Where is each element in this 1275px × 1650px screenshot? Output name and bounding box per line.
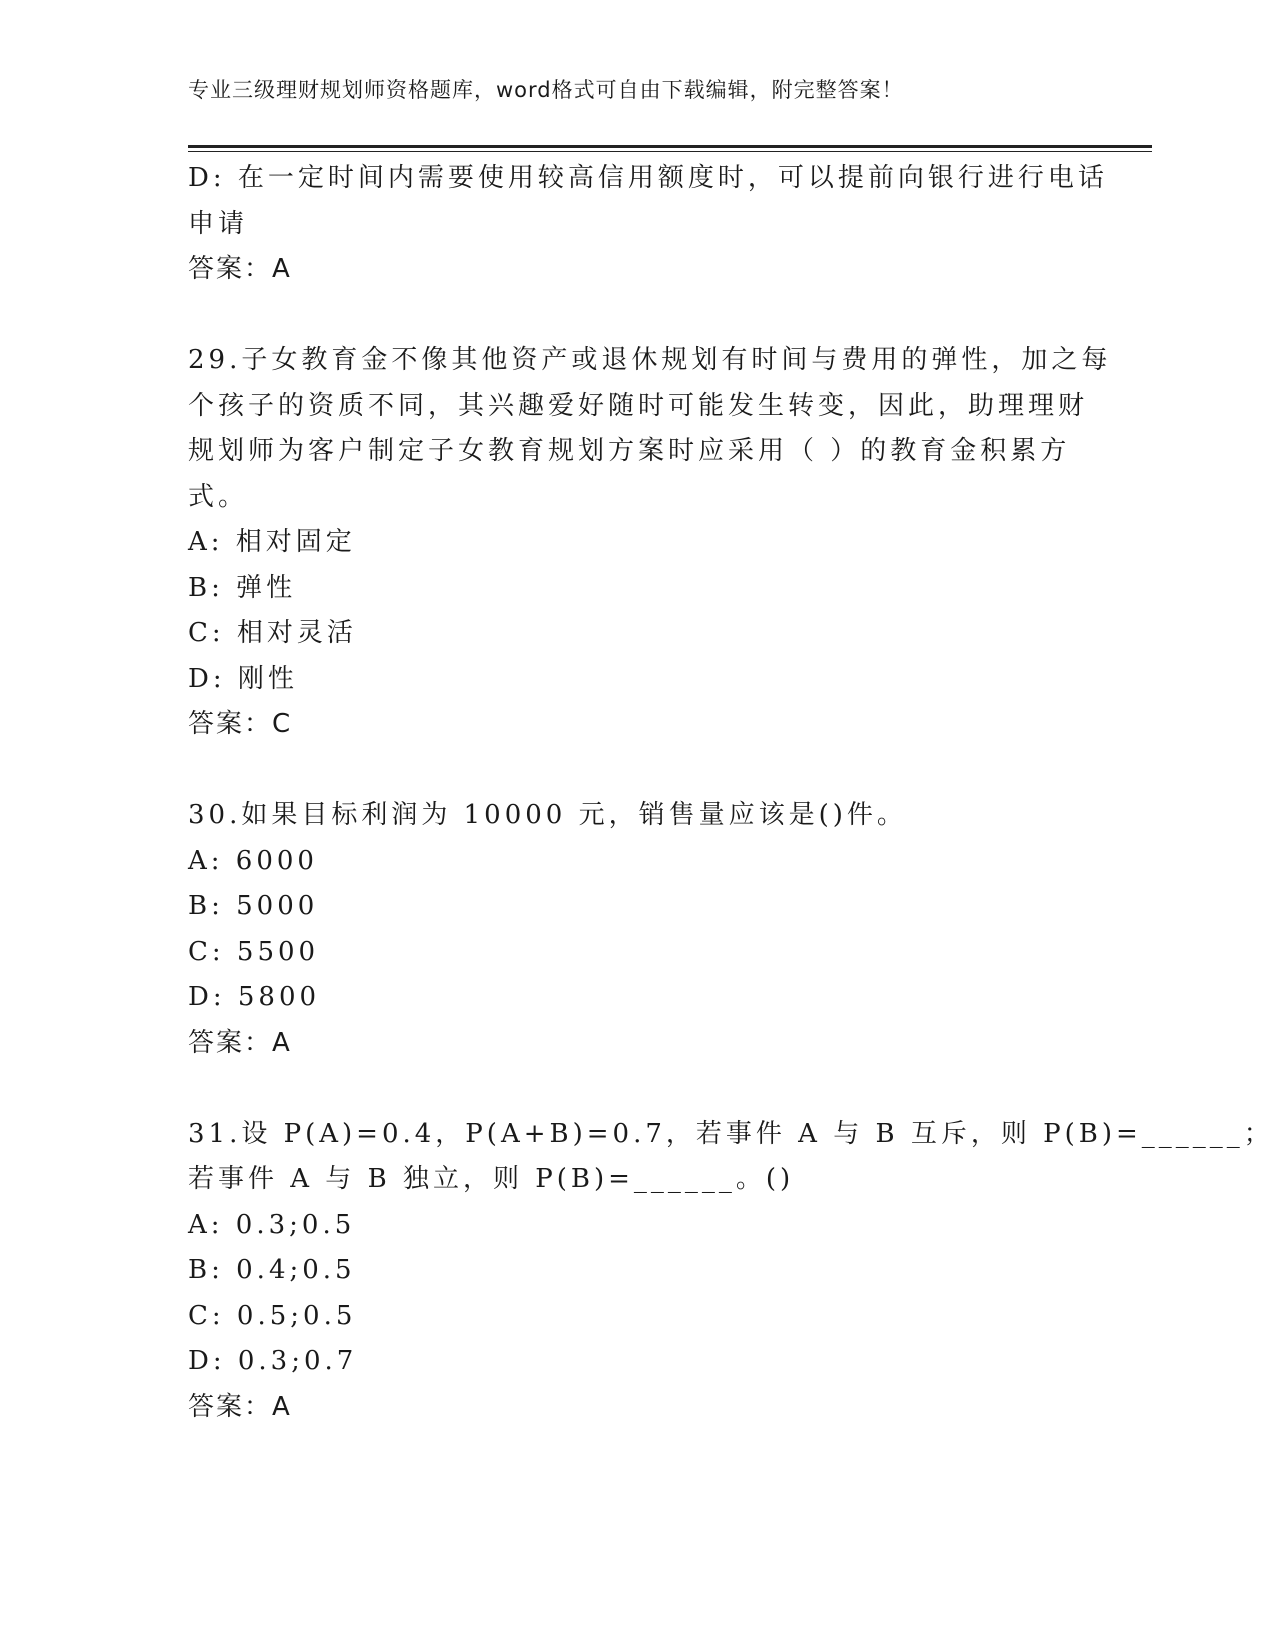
question-content	[188, 156, 1274, 1430]
option-d: D: 5800	[188, 982, 321, 1012]
option-c: C: 相对灵活	[188, 618, 357, 648]
header-rule-thick	[188, 145, 1152, 148]
answer: 答案：C	[188, 709, 293, 739]
option-a: A: 相对固定	[188, 527, 356, 557]
option-d: D: 刚性	[188, 663, 298, 694]
question-stem: 31.设 P(A)=0.4，P(A+B)=0.7，若事件 A 与 B 互斥，则 P(B)=______；	[188, 1118, 1274, 1149]
option-b: B: 弹性	[188, 572, 297, 603]
question-stem: 规划师为客户制定子女教育规划方案时应采用（ ）的教育金积累方	[188, 436, 1071, 466]
answer: 答案：A	[188, 1027, 292, 1058]
page-header: 专业三级理财规划师资格题库，word格式可自由下载编辑，附完整答案！	[188, 78, 904, 102]
option-b: B: 0.4;0.5	[188, 1255, 356, 1285]
spacer	[188, 293, 1088, 339]
option-d: D: 0.3;0.7	[188, 1346, 358, 1376]
question-stem: 30.如果目标利润为 10000 元，销售量应该是()件。	[188, 800, 907, 830]
spacer	[188, 1066, 1088, 1112]
answer: 答案：A	[188, 1391, 292, 1422]
question-29	[188, 338, 1112, 748]
prev-question	[188, 156, 1108, 293]
option-c: C: 5500	[188, 936, 320, 967]
question-31	[188, 1112, 1274, 1431]
option-d: D: 在一定时间内需要使用较高信用额度时，可以提前向银行进行电话	[188, 163, 1108, 193]
option-c: C: 0.5;0.5	[188, 1300, 357, 1331]
option-b: B: 5000	[188, 891, 319, 921]
question-stem: 若事件 A 与 B 独立，则 P(B)=______。()	[188, 1164, 795, 1194]
option-d-continued: 申请	[188, 208, 249, 239]
question-stem: 式。	[188, 481, 249, 512]
option-a: A: 6000	[188, 845, 318, 876]
question-30	[188, 793, 1088, 1066]
header-rule-thin	[188, 151, 1152, 152]
spacer	[188, 748, 1088, 794]
question-stem: 个孩子的资质不同，其兴趣爱好随时可能发生转变，因此，助理理财	[188, 390, 1089, 421]
question-stem: 29.子女教育金不像其他资产或退休规划有时间与费用的弹性，加之每	[188, 345, 1112, 375]
answer: 答案：A	[188, 254, 292, 284]
option-a: A: 0.3;0.5	[188, 1209, 356, 1240]
